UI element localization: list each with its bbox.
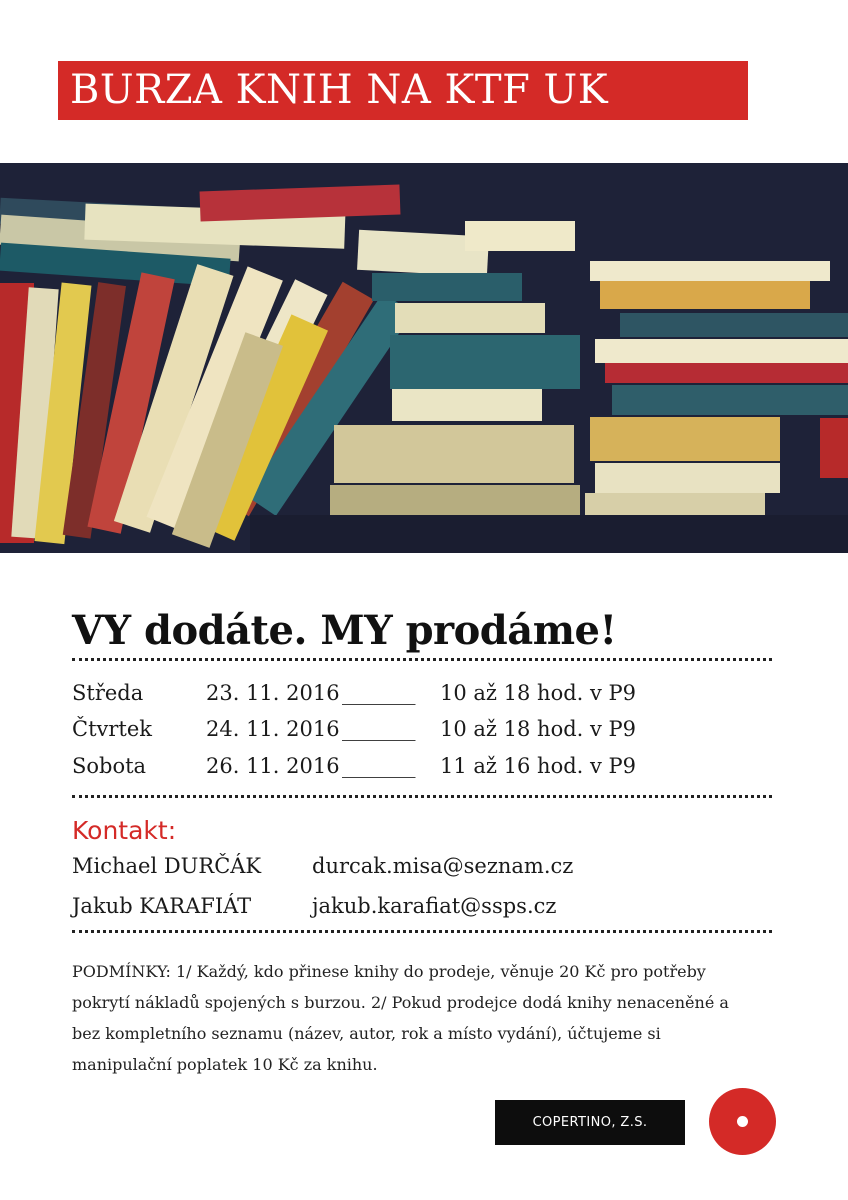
schedule-date: 23. 11. 2016 xyxy=(206,681,340,705)
slogan-heading: VY dodáte. MY prodáme! xyxy=(72,607,617,654)
page-title: BURZA KNIH NA KTF UK xyxy=(58,61,748,120)
schedule-separator: _______ xyxy=(342,681,416,705)
schedule-time: 10 až 18 hod. v P9 xyxy=(440,681,637,705)
contact-email[interactable]: jakub.karafiat@ssps.cz xyxy=(312,894,557,918)
contact-name: Jakub KARAFIÁT xyxy=(72,894,252,918)
contact-name: Michael DURČÁK xyxy=(72,854,262,878)
schedule-separator: _______ xyxy=(342,754,416,778)
dotted-divider xyxy=(72,658,772,661)
organization-badge: COPERTINO, Z.S. xyxy=(495,1100,685,1145)
schedule-separator: _______ xyxy=(342,717,416,741)
schedule-time: 10 až 18 hod. v P9 xyxy=(440,717,637,741)
contact-email[interactable]: durcak.misa@seznam.cz xyxy=(312,854,574,878)
dotted-divider xyxy=(72,795,772,798)
dotted-divider xyxy=(72,930,772,933)
conditions-text: PODMÍNKY: 1/ Každý, kdo přinese knihy do prodeje, věnuje 20 Kč pro potřeby pokrytí nákladů spojených s burzou. 2/ Pokud prodejce dodá knihy nenaceněné a bez kompletního seznamu (název, autor, rok a místo vydání), účtujeme si manipulační poplatek 10 Kč za knihu. xyxy=(72,962,729,1074)
schedule-date: 24. 11. 2016 xyxy=(206,717,340,741)
schedule-day: Sobota xyxy=(72,754,147,778)
logo-dot xyxy=(737,1116,748,1127)
red-circle-logo-icon xyxy=(709,1088,776,1155)
schedule-time: 11 až 16 hod. v P9 xyxy=(440,754,637,778)
schedule-day: Středa xyxy=(72,681,144,705)
schedule-date: 26. 11. 2016 xyxy=(206,754,340,778)
hero-book-painting xyxy=(0,163,848,553)
book-painting-image xyxy=(0,163,848,553)
contact-heading: Kontakt: xyxy=(72,816,177,845)
schedule-day: Čtvrtek xyxy=(72,717,153,741)
